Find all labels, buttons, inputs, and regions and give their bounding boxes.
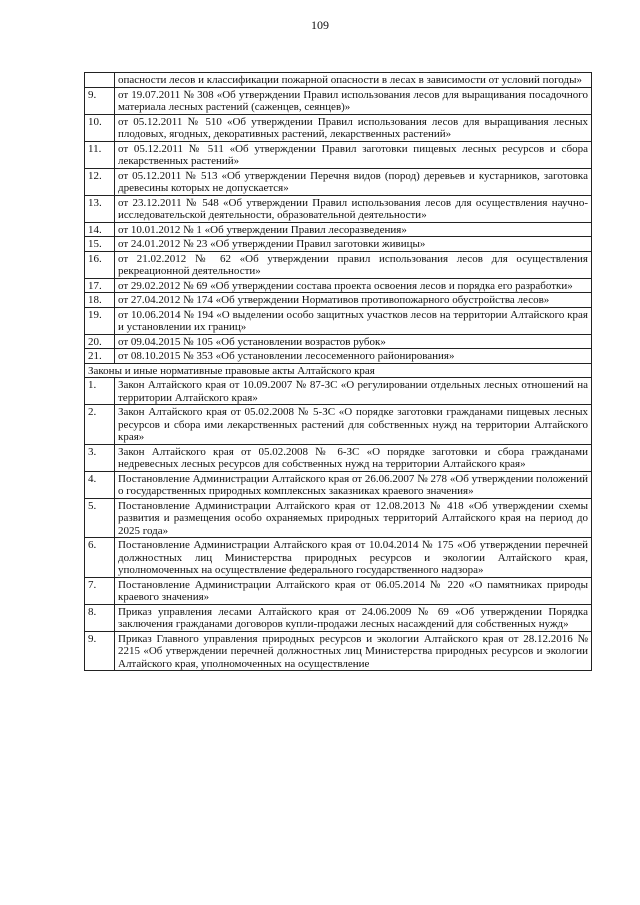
row-text: Приказ управления лесами Алтайского края от 24.06.2009 № 69 «Об утверждении Порядка заключения гражданами договоров купли-продажи лесных насаждений для собственных нужд» <box>115 604 592 631</box>
row-text: Закон Алтайского края от 10.09.2007 № 87-ЗС «О регулировании отдельных лесных отношений на территории Алтайского края» <box>115 378 592 405</box>
row-number <box>85 73 115 88</box>
row-text: от 21.02.2012 № 62 «Об утверждении правил использования лесов для осуществления рекреационной деятельности» <box>115 251 592 278</box>
row-number: 5. <box>85 498 115 538</box>
row-text: от 08.10.2015 № 353 «Об установлении лесосеменного районирования» <box>115 349 592 364</box>
row-text: от 27.04.2012 № 174 «Об утверждении Нормативов противопожарного обустройства лесов» <box>115 293 592 308</box>
table-row <box>85 73 592 88</box>
table-row <box>85 604 592 631</box>
table-row <box>85 141 592 168</box>
table-row <box>85 222 592 237</box>
row-number: 8. <box>85 604 115 631</box>
row-text: от 29.02.2012 № 69 «Об утверждении состава проекта освоения лесов и порядка его разработки» <box>115 278 592 293</box>
table-row <box>85 444 592 471</box>
table-row <box>85 114 592 141</box>
row-text: Закон Алтайского края от 05.02.2008 № 6-ЗС «О порядке заготовки и сбора гражданами недревесных лесных ресурсов для собственных нужд на территории Алтайского края» <box>115 444 592 471</box>
row-text: от 10.01.2012 № 1 «Об утверждении Правил лесоразведения» <box>115 222 592 237</box>
row-number: 9. <box>85 631 115 671</box>
row-text: от 05.12.2011 № 510 «Об утверждении Правил использования лесов для выращивания лесных плодовых, ягодных, декоративных растений, лекарственных растений» <box>115 114 592 141</box>
table-row <box>85 405 592 445</box>
table-row <box>85 349 592 364</box>
row-text: Постановление Администрации Алтайского края от 26.06.2007 № 278 «Об утверждении положений о государственных природных комплексных заказниках краевого значения» <box>115 471 592 498</box>
row-number: 1. <box>85 378 115 405</box>
row-text: Приказ Главного управления природных ресурсов и экологии Алтайского края от 28.12.2016 № 2215 «Об утверждении перечней должностных лиц Министерства природных ресурсов и экологии Алтайского края, уполномоченных на осуществление <box>115 631 592 671</box>
row-text: Постановление Администрации Алтайского края от 12.08.2013 № 418 «Об утверждении схемы развития и размещения особо охраняемых природных территорий Алтайского края на период до 2025 года» <box>115 498 592 538</box>
row-number: 16. <box>85 251 115 278</box>
row-number: 12. <box>85 168 115 195</box>
row-text: Постановление Администрации Алтайского края от 06.05.2014 № 220 «О памятниках природы краевого значения» <box>115 577 592 604</box>
row-text: опасности лесов и классификации пожарной опасности в лесах в зависимости от условий погоды» <box>115 73 592 88</box>
section-header-body <box>85 363 592 378</box>
table-row <box>85 471 592 498</box>
row-number: 21. <box>85 349 115 364</box>
row-text: от 19.07.2011 № 308 «Об утверждении Правил использования лесов для выращивания посадочного материала лесных растений (саженцев, сеянцев)» <box>115 87 592 114</box>
table-row <box>85 378 592 405</box>
row-number: 14. <box>85 222 115 237</box>
row-number: 4. <box>85 471 115 498</box>
row-number: 10. <box>85 114 115 141</box>
table-row <box>85 168 592 195</box>
row-text: Постановление Администрации Алтайского края от 10.04.2014 № 175 «Об утверждении перечней должностных лиц Министерства природных ресурсов и экологии Алтайского края, уполномоченных на осуществление федерального государственного надзора» <box>115 538 592 578</box>
row-number: 2. <box>85 405 115 445</box>
row-number: 15. <box>85 237 115 252</box>
page-number: 109 <box>311 18 329 32</box>
row-number: 20. <box>85 334 115 349</box>
table-row <box>85 307 592 334</box>
table-row <box>85 538 592 578</box>
row-number: 11. <box>85 141 115 168</box>
row-text: от 09.04.2015 № 105 «Об установлении возрастов рубок» <box>115 334 592 349</box>
table-row <box>85 278 592 293</box>
table-row <box>85 631 592 671</box>
section-header-row <box>85 363 592 378</box>
row-number: 7. <box>85 577 115 604</box>
row-text: от 05.12.2011 № 513 «Об утверждении Перечня видов (пород) деревьев и кустарников, заготовка древесины которых не допускается» <box>115 168 592 195</box>
regulations-table <box>84 72 592 671</box>
row-number: 3. <box>85 444 115 471</box>
row-number: 9. <box>85 87 115 114</box>
section-header: Законы и иные нормативные правовые акты Алтайского края <box>85 363 592 378</box>
row-text: от 05.12.2011 № 511 «Об утверждении Правил заготовки пищевых лесных ресурсов и сбора лекарственных растений» <box>115 141 592 168</box>
table-row <box>85 293 592 308</box>
table-row <box>85 237 592 252</box>
table-row <box>85 195 592 222</box>
row-number: 13. <box>85 195 115 222</box>
regional-acts-rows <box>85 378 592 671</box>
table-row <box>85 577 592 604</box>
row-number: 19. <box>85 307 115 334</box>
table-row <box>85 251 592 278</box>
row-number: 17. <box>85 278 115 293</box>
row-text: от 24.01.2012 № 23 «Об утверждении Правил заготовки живицы» <box>115 237 592 252</box>
table-row <box>85 498 592 538</box>
row-text: от 23.12.2011 № 548 «Об утверждении Правил использования лесов для осуществления научно-исследовательской деятельности, образовательной деятельности» <box>115 195 592 222</box>
row-text: Закон Алтайского края от 05.02.2008 № 5-ЗС «О порядке заготовки гражданами пищевых лесных ресурсов и сбора ими лекарственных растений для собственных нужд на территории Алтайского края» <box>115 405 592 445</box>
table-row <box>85 334 592 349</box>
row-text: от 10.06.2014 № 194 «О выделении особо защитных участков лесов на территории Алтайского края и установлении их границ» <box>115 307 592 334</box>
federal-acts-rows <box>85 73 592 364</box>
row-number: 6. <box>85 538 115 578</box>
table-row <box>85 87 592 114</box>
row-number: 18. <box>85 293 115 308</box>
